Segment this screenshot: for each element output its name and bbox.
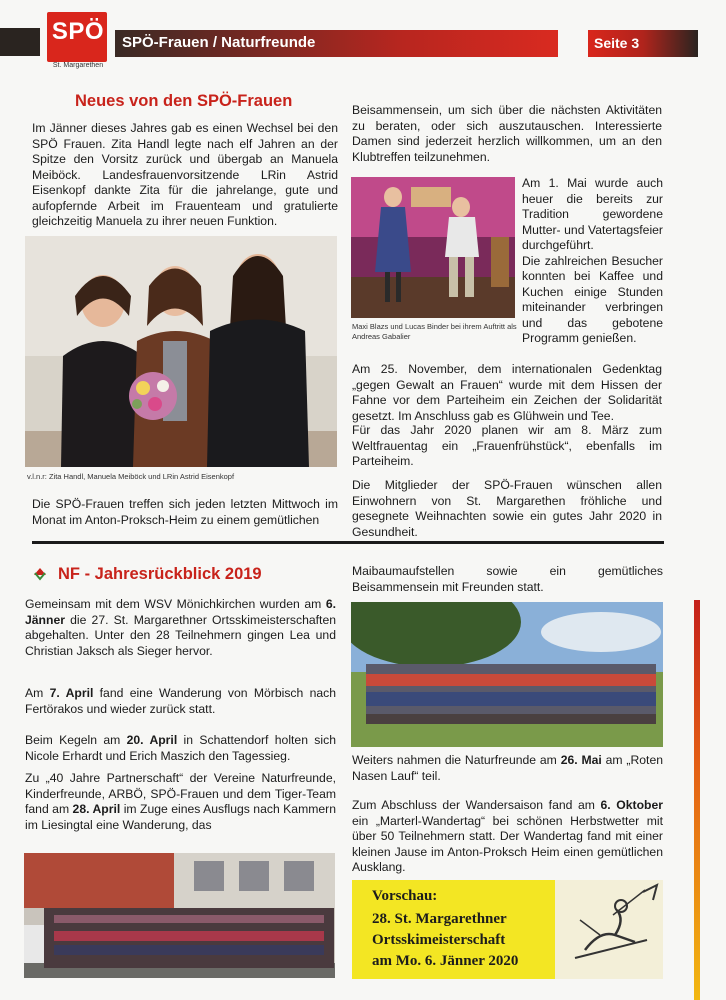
nf-paragraph-bowling xyxy=(25,733,336,764)
nf-date: 7. April xyxy=(49,686,94,700)
nf-paragraph-wandertag xyxy=(352,798,663,876)
nf-text: ein „Marterl-Wandertag“ bei schönen Herbstwetter mit über 50 Teilnehmern statt. Der Wandertag fand mit einer kleinen Jause im Anton-Proksch Heim einen gemütlichen Ausklang. xyxy=(352,813,663,874)
nf-text: Zum Abschluss der Wandersaison fand am xyxy=(352,798,601,812)
nf-text: am „Roten Nasen Lauf“ teil. xyxy=(352,753,663,783)
logo-text: SPÖ xyxy=(51,18,105,45)
nf-paragraph-skirace xyxy=(25,597,336,659)
mai-line: Mutter- und Vatertagsfeier xyxy=(522,222,663,237)
nf-text: im Zuge eines Ausflugs nach Kammern im Liesingtal eine Wanderung, das xyxy=(25,802,337,832)
mai-line: Programm genießen. xyxy=(522,331,637,345)
nf-paragraph-hike xyxy=(25,686,336,717)
header-accent-bar xyxy=(0,28,40,56)
mai-line: Am 1. Mai wurde auch xyxy=(522,176,663,190)
november-text: Am 25. November, dem internationalen Gedenktag „gegen Gewalt an Frauen“ wurde mit dem Hissen der Fahne vor dem Parteiheim ein Zeichen der Solidarität gesetzt. Im Anschluss gab es Glühwein und Tee. xyxy=(352,362,662,423)
preview-line: am Mo. 6. Jänner 2020 xyxy=(372,953,519,969)
mai-line: miteinander verbringen xyxy=(522,300,663,314)
mai-line: konnten bei Kaffee und xyxy=(522,269,663,283)
frauen-meeting: Die SPÖ-Frauen treffen sich jeden letzten Mittwoch im Monat im Anton-Proksch-Heim zu einem gemütlichen xyxy=(32,497,338,527)
frauen-intro: Im Jänner dieses Jahres gab es einen Wechsel bei den SPÖ Frauen. Zita Handl legte nach elf Jahren an der Spitze den Vorsitz zurück und übergab an Manuela Meiböck. Landesfrauenvorsitzende LRin Astrid Eisenkopf dankte Zita für die jahrelange, gute und aufopfernde Arbeit im Frauenteam und gratulierte gleichzeitig Manuela zu ihrer neuen Funktion. xyxy=(32,121,338,228)
nf-text: fand eine Wanderung von Mörbisch nach Fertörakos und wieder zurück statt. xyxy=(25,686,337,716)
nf-text: Beim Kegeln am xyxy=(25,733,127,747)
stage-photo-caption: Maxi Blazs und Lucas Binder bei ihrem Auftritt als Andreas Gabalier xyxy=(352,322,517,341)
stage-photo xyxy=(351,177,515,318)
mai-line: heuer die bereits zur xyxy=(522,191,663,206)
mai-line: Die zahlreichen Besucher xyxy=(522,253,663,268)
nf-text: Gemeinsam mit dem WSV Mönichkirchen wurden am xyxy=(25,597,326,611)
frauen-group-photo xyxy=(25,236,337,467)
nf-partnership-cont: Maibaumaufstellen sowie ein gemütliches Beisammensein mit Freunden statt. xyxy=(352,564,663,594)
plan-2020-text: Für das Jahr 2020 planen wir am 8. März zum Weltfrauentag ein „Frauenfrühstück“, ebenfalls im Parteiheim. xyxy=(352,423,662,468)
page-title: SPÖ-Frauen / Naturfreunde xyxy=(122,34,316,51)
nf-date: 20. April xyxy=(126,733,178,747)
mai-text xyxy=(522,176,663,347)
mai-line: und das gebotene xyxy=(522,315,663,330)
wishes-text: Die Mitglieder der SPÖ-Frauen wünschen allen Einwohnern von St. Margarethen fröhliche und gesegnete Weihnachten sowie ein gutes Jahr 2020 in Gesundheit. xyxy=(352,478,662,539)
nf-date: 6. Oktober xyxy=(600,798,663,812)
nf-text: die 27. St. Margarethner Ortsskimeisterschaften abgehalten. Unter den 28 Teilnehmern gingen Lea und Christian Jaksch als Sieger hervor. xyxy=(25,612,336,658)
nf-date: 28. April xyxy=(72,802,121,816)
naturfreunde-logo-icon xyxy=(32,567,48,581)
preview-line: 28. St. Margarethner xyxy=(372,911,507,927)
preview-line: Ortsskimeisterschaft xyxy=(372,932,506,948)
nf-date: 26. Mai xyxy=(560,753,602,767)
nf-text: Am xyxy=(25,686,50,700)
side-color-stripe xyxy=(694,600,700,1000)
nf-date: 6. Jänner xyxy=(25,597,336,627)
frauen-meeting-cont: Beisammensein, um sich über die nächsten Aktivitäten zu beraten, oder sich auszutauschen. Interessierte Damen sind jederzeit herzlich willkommen, um an den Klubtreffen teilzunehmen. xyxy=(352,103,662,164)
mai-line: Tradition gewordene xyxy=(522,207,663,221)
nf-group-photo-outdoor xyxy=(351,602,663,747)
frauen-heading: Neues von den SPÖ-Frauen xyxy=(75,92,293,110)
mai-line: Kuchen einige Stunden xyxy=(522,284,663,299)
frauen-photo-caption: v.l.n.r: Zita Handl, Manuela Meiböck und LRin Astrid Eisenkopf xyxy=(27,472,235,481)
nf-group-photo-kammern xyxy=(24,853,335,978)
logo-subtitle: St. Margarethen xyxy=(52,62,104,69)
nf-text: in Schattendorf holten sich Nicole Erhardt und Erich Maszich den Tagessieg. xyxy=(25,733,336,763)
preview-title: Vorschau: xyxy=(372,888,438,904)
page-number: Seite 3 xyxy=(594,35,640,51)
skier-illustration xyxy=(555,880,663,979)
mai-line: durchgeführt. xyxy=(522,238,594,252)
section-divider xyxy=(32,541,664,544)
nf-paragraph-run xyxy=(352,753,663,784)
nf-text: Zu „40 Jahre Partnerschaft“ der Vereine Naturfreunde, Kinderfreunde, ARBÖ, SPÖ-Frauen und dem Tiger-Team fand am xyxy=(25,771,336,816)
nf-heading: NF - Jahresrückblick 2019 xyxy=(58,565,262,583)
nf-text: Weiters nahmen die Naturfreunde am xyxy=(352,753,561,767)
nf-paragraph-partnership xyxy=(25,771,336,833)
